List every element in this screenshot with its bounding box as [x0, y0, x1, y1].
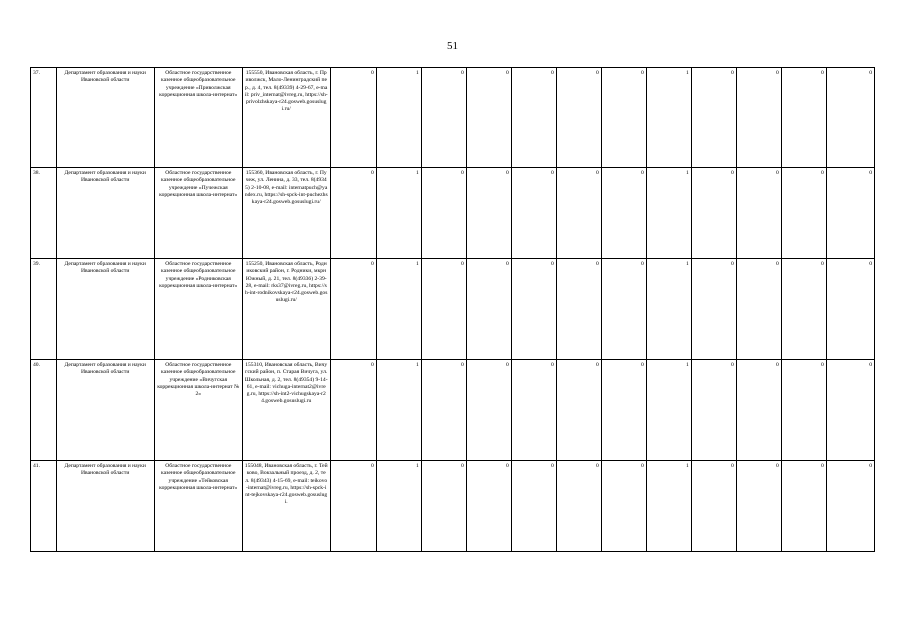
- address-cell: 155360, Ивановская область, г. Пучеж, ул. Ленина, д. 33, тел. 8(49345) 2-10-08, e-mail: internatpuch@yandex.ru, https://sh-spck-int-puchezhskaya-r24.gosweb.gosuslugi.ru/: [242, 168, 330, 259]
- department-cell: Департамент образования и науки Ивановской области: [56, 68, 154, 168]
- row-number: 39.: [31, 259, 57, 360]
- institution-cell: Областное государственное казенное общеобразовательное учреждение «Пучежская коррекционная школа-интернат»: [154, 168, 242, 259]
- value-cell: 0: [736, 360, 781, 461]
- value-cell: 0: [511, 168, 556, 259]
- value-cell: 1: [646, 461, 691, 552]
- department-cell: Департамент образования и науки Ивановской области: [56, 259, 154, 360]
- value-cell: 0: [421, 461, 466, 552]
- value-cell: 0: [466, 259, 511, 360]
- row-number: 38.: [31, 168, 57, 259]
- department-cell: Департамент образования и науки Ивановской области: [56, 360, 154, 461]
- department-cell: Департамент образования и науки Ивановской области: [56, 461, 154, 552]
- department-cell: Департамент образования и науки Ивановской области: [56, 168, 154, 259]
- value-cell: 0: [330, 360, 376, 461]
- value-cell: 1: [646, 360, 691, 461]
- value-cell: 0: [556, 168, 601, 259]
- row-number: 40.: [31, 360, 57, 461]
- table-row: [31, 360, 875, 461]
- value-cell: 0: [556, 259, 601, 360]
- value-cell: 1: [376, 168, 421, 259]
- value-cell: 0: [556, 360, 601, 461]
- value-cell: 0: [691, 461, 736, 552]
- value-cell: 0: [601, 68, 646, 168]
- value-cell: 0: [556, 461, 601, 552]
- value-cell: 0: [826, 259, 874, 360]
- value-cell: 0: [466, 461, 511, 552]
- value-cell: 0: [601, 259, 646, 360]
- value-cell: 0: [511, 360, 556, 461]
- value-cell: 0: [466, 360, 511, 461]
- value-cell: 0: [511, 461, 556, 552]
- value-cell: 0: [826, 461, 874, 552]
- value-cell: 0: [826, 68, 874, 168]
- value-cell: 1: [376, 68, 421, 168]
- value-cell: 0: [781, 461, 826, 552]
- row-number: 37.: [31, 68, 57, 168]
- value-cell: 0: [736, 68, 781, 168]
- value-cell: 0: [511, 68, 556, 168]
- address-cell: 155550, Ивановская область, г. Приволжск, Мало-Ленинградский пер., д. 4, тел. 8(49339) 4-29-67, e-mail: priv_internat@ivreg.ru, https://sh-privolzhskaya-r24.gosweb.gosuslugi.ru/: [242, 68, 330, 168]
- value-cell: 0: [601, 360, 646, 461]
- value-cell: 0: [556, 68, 601, 168]
- value-cell: 0: [421, 68, 466, 168]
- value-cell: 0: [330, 68, 376, 168]
- value-cell: 0: [466, 68, 511, 168]
- table-row: [31, 68, 875, 168]
- value-cell: 0: [601, 168, 646, 259]
- institution-cell: Областное государственное казенное общеобразовательное учреждение «Вичугская коррекционная школа-интернат № 2»: [154, 360, 242, 461]
- value-cell: 0: [330, 259, 376, 360]
- institution-cell: Областное государственное казенное общеобразовательное учреждение «Тейковская коррекционная школа-интернат»: [154, 461, 242, 552]
- value-cell: 0: [826, 360, 874, 461]
- page-number: 51: [447, 40, 458, 52]
- value-cell: 0: [421, 259, 466, 360]
- value-cell: 0: [691, 168, 736, 259]
- value-cell: 0: [421, 168, 466, 259]
- value-cell: 0: [781, 360, 826, 461]
- value-cell: 1: [376, 461, 421, 552]
- value-cell: 0: [330, 168, 376, 259]
- value-cell: 0: [421, 360, 466, 461]
- value-cell: 0: [736, 259, 781, 360]
- value-cell: 1: [646, 68, 691, 168]
- value-cell: 0: [511, 259, 556, 360]
- address-cell: 155250, Ивановская область, Родниковский район, г. Родники, мкрн Южный, д. 21, тел. 8(49336) 2-39-28, e-mail: rks37@ivreg.ru, https://sh-int-rodnikovskaya-r24.gosweb.gosuslugi.ru/: [242, 259, 330, 360]
- value-cell: 0: [826, 168, 874, 259]
- value-cell: 0: [781, 168, 826, 259]
- value-cell: 0: [736, 168, 781, 259]
- value-cell: 1: [376, 360, 421, 461]
- value-cell: 0: [781, 259, 826, 360]
- institution-cell: Областное государственное казенное общеобразовательное учреждение «Приволжская коррекционная школа-интернат»: [154, 68, 242, 168]
- value-cell: 0: [781, 68, 826, 168]
- table-row: [31, 168, 875, 259]
- value-cell: 0: [736, 461, 781, 552]
- value-cell: 0: [466, 168, 511, 259]
- table-row: [31, 259, 875, 360]
- table-row: [31, 461, 875, 552]
- institution-cell: Областное государственное казенное общеобразовательное учреждение «Родниковская коррекционная школа-интернат»: [154, 259, 242, 360]
- value-cell: 0: [691, 360, 736, 461]
- institutions-table: [30, 67, 875, 552]
- value-cell: 1: [646, 168, 691, 259]
- value-cell: 0: [691, 259, 736, 360]
- address-cell: 155048, Ивановская область, г. Тейково, Вокзальный проезд, д. 2, тел. 8(49343) 4-15-69, e-mail: teikovo-internat@ivreg.ru, https://sh-spck-int-tejkovskaya-r24.gosweb.gosuslugi.: [242, 461, 330, 552]
- value-cell: 0: [601, 461, 646, 552]
- address-cell: 155310, Ивановская область, Вичугский район, п. Старая Вичуга, ул. Школьная, д. 2, тел. 8(49354) 9-14-61, e-mail: vichuga-internat2@ivreg.ru, https://sh-int2-vichugskaya-r24.gosweb.gosuslugi.ru: [242, 360, 330, 461]
- value-cell: 1: [376, 259, 421, 360]
- value-cell: 1: [646, 259, 691, 360]
- value-cell: 0: [330, 461, 376, 552]
- value-cell: 0: [691, 68, 736, 168]
- row-number: 41.: [31, 461, 57, 552]
